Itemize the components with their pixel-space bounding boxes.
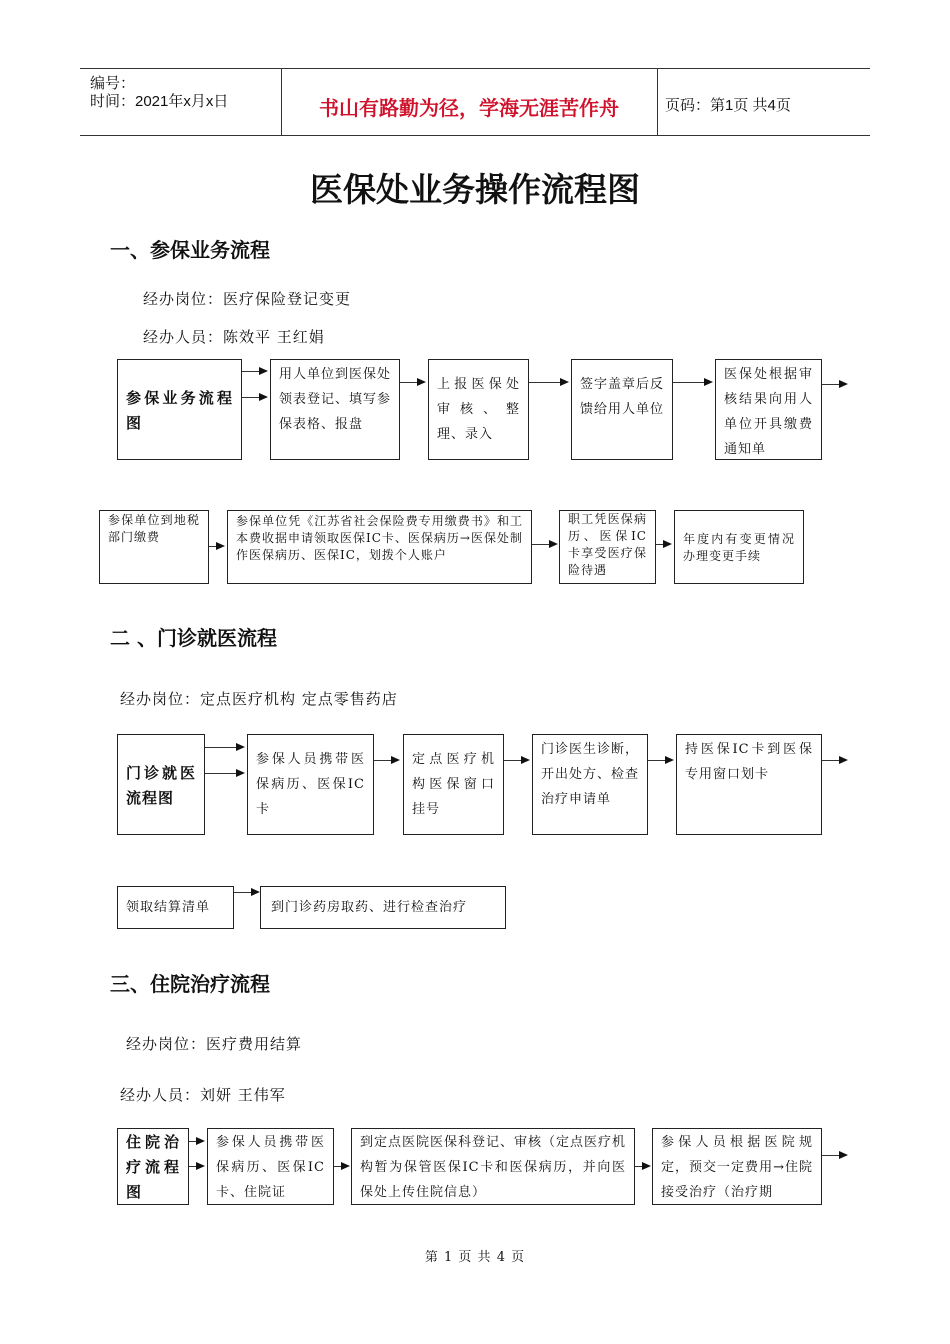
section2-post: 经办岗位：定点医疗机构 定点零售药店 bbox=[120, 690, 398, 708]
arrow-icon bbox=[216, 542, 225, 550]
header-time: 时间：2021年x月x日 bbox=[90, 93, 229, 110]
arrow-icon bbox=[839, 380, 848, 388]
flow-box: 住院治疗流程图 bbox=[117, 1128, 189, 1205]
arrow-icon bbox=[196, 1137, 205, 1145]
header-divider-right bbox=[657, 68, 658, 136]
arrow-icon bbox=[251, 888, 260, 896]
connector bbox=[374, 760, 392, 761]
arrow-icon bbox=[259, 367, 268, 375]
arrow-icon bbox=[521, 756, 530, 764]
flow-box: 参保单位凭《江苏省社会保险费专用缴费书》和工本费收据申请领取医保IC卡、医保病历→医保处制作医保病历、医保IC，划拨个人账户 bbox=[227, 510, 532, 584]
connector bbox=[532, 544, 550, 545]
arrow-icon bbox=[259, 393, 268, 401]
section1-staff: 经办人员：陈效平 王红娟 bbox=[143, 328, 325, 346]
arrow-icon bbox=[839, 756, 848, 764]
arrow-icon bbox=[341, 1162, 350, 1170]
header-number: 编号： bbox=[90, 75, 136, 92]
arrow-icon bbox=[391, 756, 400, 764]
header-divider-left bbox=[281, 68, 282, 136]
section3-post: 经办岗位：医疗费用结算 bbox=[126, 1035, 303, 1053]
connector bbox=[234, 892, 252, 893]
connector bbox=[822, 760, 840, 761]
connector bbox=[822, 384, 840, 385]
header-top-rule bbox=[80, 68, 870, 69]
connector bbox=[205, 773, 237, 774]
flow-box: 上报医保处审核、整理、录入 bbox=[428, 359, 529, 460]
flow-box: 领取结算清单 bbox=[117, 886, 234, 929]
arrow-icon bbox=[196, 1162, 205, 1170]
arrow-icon bbox=[236, 743, 245, 751]
arrow-icon bbox=[417, 378, 426, 386]
header-motto: 书山有路勤为径，学海无涯苦作舟 bbox=[319, 96, 619, 120]
section2-heading: 二 、门诊就医流程 bbox=[110, 626, 277, 650]
flow-box: 门诊医生诊断，开出处方、检查治疗申请单 bbox=[532, 734, 648, 835]
arrow-icon bbox=[704, 378, 713, 386]
connector bbox=[400, 382, 418, 383]
flow-box: 年度内有变更情况办理变更手续 bbox=[674, 510, 804, 584]
arrow-icon bbox=[549, 540, 558, 548]
connector bbox=[648, 760, 666, 761]
section1-heading: 一、参保业务流程 bbox=[110, 238, 270, 262]
arrow-icon bbox=[839, 1151, 848, 1159]
flow-box: 参保业务流程图 bbox=[117, 359, 242, 460]
flow-box: 到门诊药房取药、进行检查治疗 bbox=[260, 886, 506, 929]
flow-box: 职工凭医保病历、医保IC卡享受医疗保险待遇 bbox=[559, 510, 656, 584]
page-footer: 第 1 页 共 4 页 bbox=[424, 1250, 526, 1265]
flow-box: 签字盖章后反馈给用人单位 bbox=[571, 359, 673, 460]
flow-box: 参保人员携带医保病历、医保IC卡 bbox=[247, 734, 374, 835]
arrow-icon bbox=[560, 378, 569, 386]
flow-box: 门诊就医流程图 bbox=[117, 734, 205, 835]
connector bbox=[822, 1155, 840, 1156]
arrow-icon bbox=[236, 769, 245, 777]
flow-box: 参保人员根据医院规定，预交一定费用→住院接受治疗（治疗期 bbox=[652, 1128, 822, 1205]
flow-box: 医保处根据审核结果向用人单位开具缴费通知单 bbox=[715, 359, 822, 460]
section3-heading: 三、住院治疗流程 bbox=[110, 972, 270, 996]
flow-box: 参保单位到地税部门缴费 bbox=[99, 510, 209, 584]
arrow-icon bbox=[642, 1162, 651, 1170]
flow-box: 参保人员携带医保病历、医保IC卡、住院证 bbox=[207, 1128, 334, 1205]
arrow-icon bbox=[663, 540, 672, 548]
connector bbox=[242, 397, 260, 398]
flow-box: 定点医疗机构医保窗口挂号 bbox=[403, 734, 504, 835]
flow-box: 持医保IC卡到医保专用窗口划卡 bbox=[676, 734, 822, 835]
connector bbox=[529, 382, 561, 383]
connector bbox=[673, 382, 705, 383]
flow-box: 到定点医院医保科登记、审核（定点医疗机构暂为保管医保IC卡和医保病历，并向医保处上传住院信息） bbox=[351, 1128, 635, 1205]
section3-staff: 经办人员：刘妍 王伟军 bbox=[120, 1086, 286, 1104]
connector bbox=[242, 371, 260, 372]
page-title: 医保处业务操作流程图 bbox=[310, 170, 640, 209]
arrow-icon bbox=[665, 756, 674, 764]
connector bbox=[205, 747, 237, 748]
flow-box: 用人单位到医保处领表登记、填写参保表格、报盘 bbox=[270, 359, 400, 460]
header-bottom-rule bbox=[80, 135, 870, 136]
connector bbox=[504, 760, 522, 761]
header-page: 页码：第1页 共4页 bbox=[665, 97, 791, 114]
section1-post: 经办岗位：医疗保险登记变更 bbox=[143, 290, 352, 308]
